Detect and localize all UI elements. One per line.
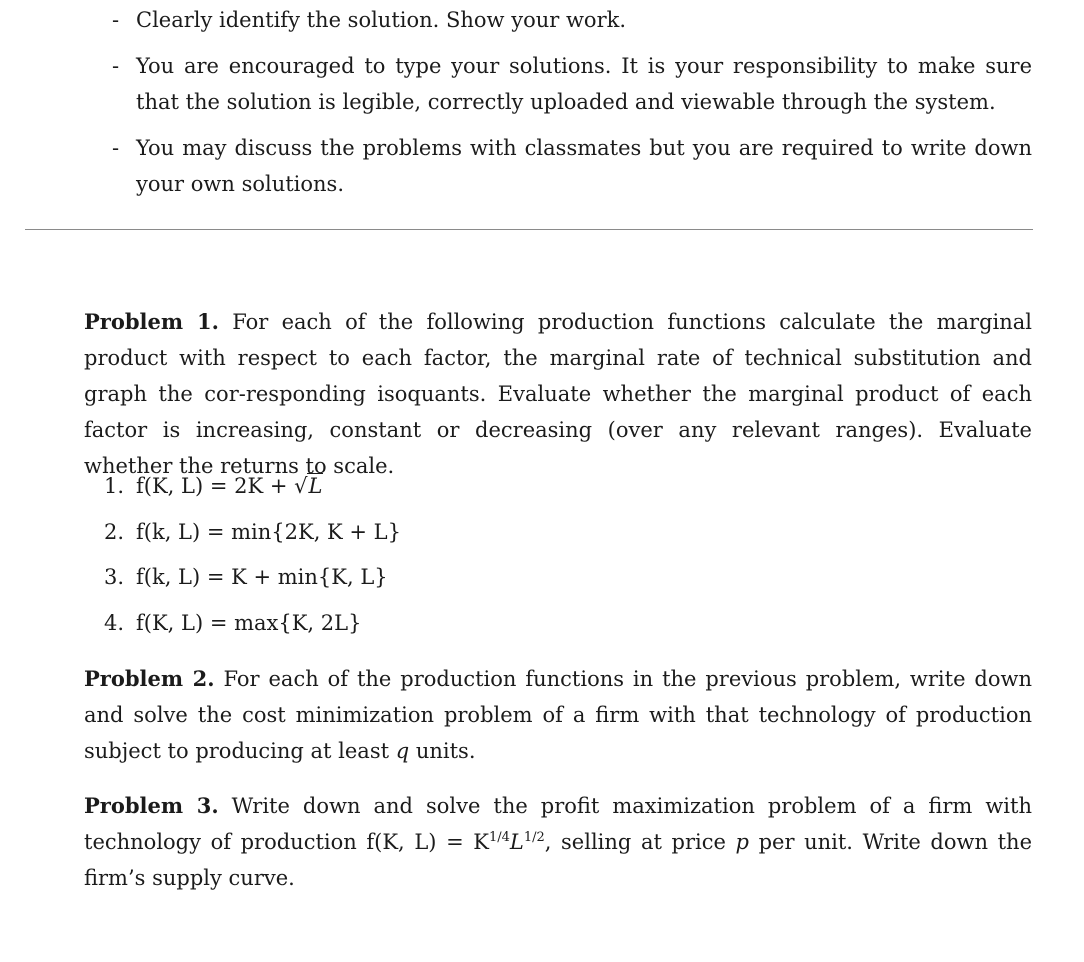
problem-1	[84, 304, 1032, 484]
problem-3: Problem 3. Write down and solve the profit maximization problem of a firm with technology of production f(K, $L) = K^{1/4}L^{1/2}$, selling at price p per unit. Write down the firm’s supply curve.	[84, 793, 1033, 890]
instructions-list	[112, 2, 1032, 212]
function-item: 3. f(k, L) = K + min{K, L}	[104, 565, 388, 589]
problem-1-label: Problem 1.	[84, 309, 219, 334]
problem-2: Problem 2. For each of the production functions in the previous problem, write down and solve the cost minimization problem of a firm with that technology of production subject to producing at least q units.	[84, 666, 1032, 763]
problem-3-label: Problem 3.	[84, 793, 219, 818]
sqrt-symbol: √L	[294, 474, 323, 498]
production-functions-list	[104, 466, 704, 648]
function-item: 2. f(k, L) = min{2K, K + L}	[104, 519, 401, 544]
instruction-item: - Clearly identify the solution. Show your work.	[112, 8, 627, 32]
function-item: 1. f(K, L) = 2K + √L	[104, 466, 704, 512]
problem-2-label: Problem 2.	[84, 666, 215, 691]
production-function: f(K, $L) = K^{1/4}L^{1/2}$	[366, 830, 545, 854]
problem-1-text: For each of the following production functions calculate the marginal product with respect to each factor, the marginal rate of technical substitution and graph the cor-responding isoquants. Evaluate whether the marginal product of each factor is increasing, constant or decreasing (over any relevant ranges). Evaluate whether the returns to scale.	[84, 310, 1032, 478]
instruction-item: - You may discuss the problems with classmates but you are required to write down your own solutions.	[112, 136, 1032, 196]
section-divider	[25, 229, 1033, 230]
function-item: 4. f(K, L) = max{K, 2L}	[104, 610, 362, 635]
instruction-item: - You are encouraged to type your solutions. It is your responsibility to make sure that the solution is legible, correctly uploaded and viewable through the system.	[112, 54, 1032, 114]
